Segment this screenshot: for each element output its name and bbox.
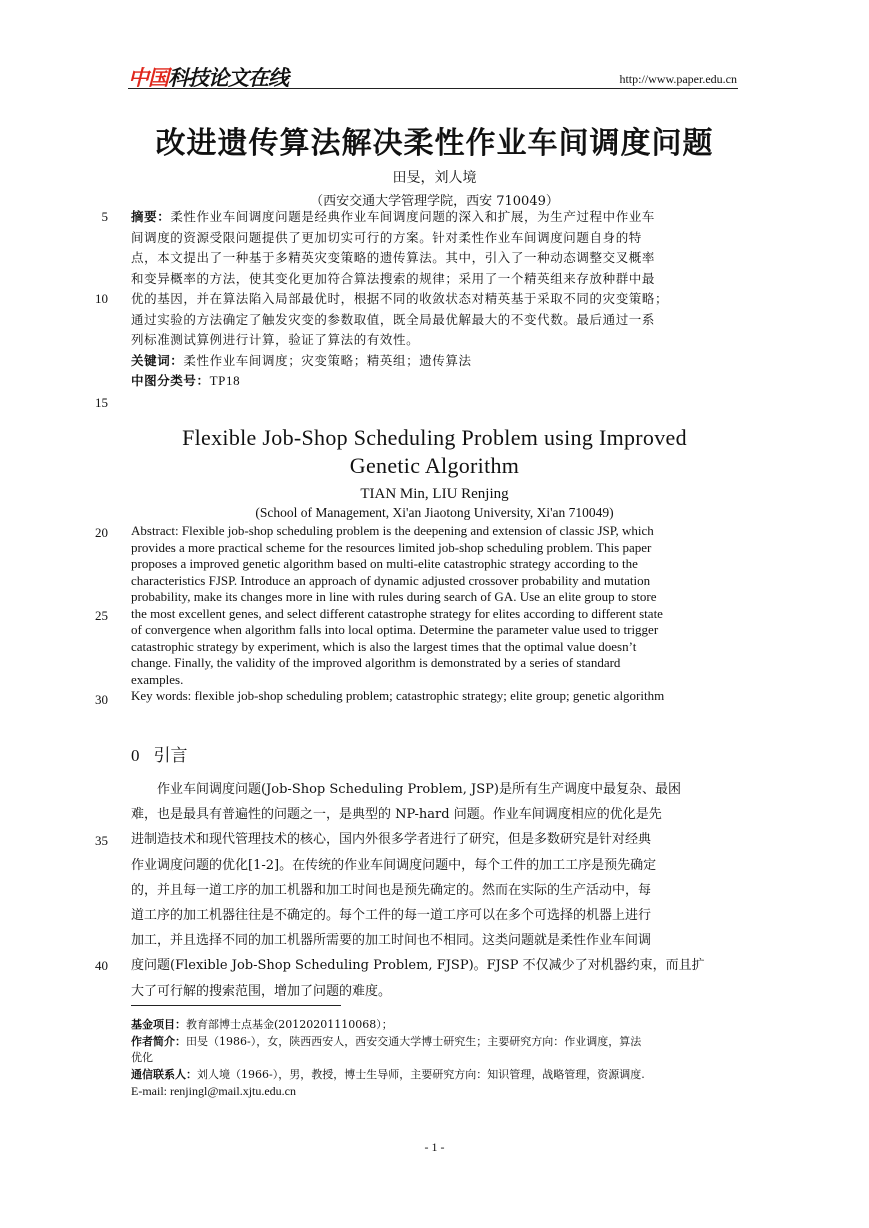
footnote-contact [131, 1067, 738, 1084]
footnote-fund [131, 1017, 738, 1034]
line-number: 30 [95, 692, 108, 707]
author-text: 田旻（1986-），女，陕西西安人，西安交通大学博士研究生；主要研究方向：作业调度，算法 [186, 1034, 642, 1048]
section-heading [131, 741, 188, 766]
authors-en: TIAN Min, LIU Renjing [360, 486, 509, 502]
affiliation-cn: （西安交通大学管理学院，西安 710049） [310, 194, 559, 209]
abstract-line: 优的基因，并在算法陷入局部最优时，根据不同的收敛状态对精英基于采取不同的灾变策略； [131, 291, 669, 306]
abstract-en-line: proposes a improved genetic algorithm based on multi-elite catastrophic strategy according to the [131, 556, 638, 571]
author-label: 作者简介： [131, 1034, 186, 1048]
line-number: 40 [95, 958, 108, 973]
abstract-en-line: catastrophic strategy by experiment, which is also the largest times that the optimal value doesn’t [131, 638, 637, 654]
body-line: 作业调度问题的优化[1-2]。在传统的作业车间调度问题中，每个工件的加工工序是预先确定 [131, 857, 657, 873]
footnotes [131, 1017, 738, 1100]
body-line: 难，也是最具有普遍性的问题之一，是典型的 NP-hard 问题。作业车间调度相应的优化是先 [131, 807, 662, 823]
abstract-line: 通过实验的方法确定了触发灾变的参数取值，既全局最优解最大的不变代数。最后通过一系 [131, 311, 656, 327]
keywords-en [131, 688, 738, 705]
line-number: 10 [95, 291, 108, 306]
keywords-cn [131, 351, 738, 372]
paper-title-en [0, 424, 869, 480]
abstract-en-line: provides a more practical scheme for the resources limited job-shop scheduling problem. This paper [131, 539, 652, 555]
authors-cn: 田旻，刘人境 [392, 170, 477, 186]
header-rule [128, 88, 738, 89]
paper-title-cn: 改进遗传算法解决柔性作业车间调度问题 [155, 126, 714, 161]
abstract-en-line: the most excellent genes, and select different catastrophe strategy for elites according to different state [131, 605, 663, 621]
line-number: 5 [101, 209, 108, 224]
body-line: 道工序的加工机器往往是不确定的。每个工件的每一道工序可以在多个可选择的机器上进行 [131, 908, 652, 924]
clc-code [131, 371, 738, 392]
abstract-line: 和变异概率的方法，使其变化更加符合算法搜索的规律；采用了一个精英组来存放种群中最 [131, 270, 656, 286]
body-line: 加工，并且选择不同的加工机器所需要的加工时间也不相同。这类问题就是柔性作业车间调 [131, 933, 652, 949]
abstract-en-text: Flexible job-shop scheduling problem is the deepening and extension of classic JSP, which [181, 523, 654, 538]
footnote-email[interactable]: E-mail: renjingl@mail.xjtu.edu.cn [131, 1084, 297, 1098]
abstract-label-en: Abstract: [131, 523, 179, 538]
intro-paragraph [131, 777, 738, 1004]
abstract-line: 列标准测试算例进行计算，验证了算法的有效性。 [131, 332, 420, 347]
keywords-text-en: flexible job-shop scheduling problem; catastrophic strategy; elite group; genetic algorithm [194, 688, 665, 703]
abstract-cn [131, 207, 738, 392]
body-line: 进制造技术和现代管理技术的核心，国内外很多学者进行了研究，但是多数研究是针对经典 [131, 832, 652, 848]
title-en-line: Flexible Job-Shop Scheduling Problem using Improved [182, 425, 687, 450]
title-en-line: Genetic Algorithm [349, 453, 520, 478]
body-line: 大了可行解的搜索范围，增加了问题的难度。 [131, 983, 392, 999]
abstract-en-line: probability, make its changes more in line with rules during search of GA. Use an elite group to store [131, 589, 657, 604]
line-number: 15 [95, 395, 108, 410]
keywords-label-cn: 关键词： [131, 352, 184, 368]
abstract-en-line: of convergence when algorithm falls into local optima. Determine the parameter value used to trigger [131, 622, 659, 637]
clc-value: TP18 [209, 373, 241, 388]
header-url[interactable]: http://www.paper.edu.cn [619, 72, 737, 86]
fund-text: 教育部博士点基金(20120201110068）； [186, 1018, 393, 1031]
abstract-line: 间调度的资源受限问题提供了更加切实可行的方案。针对柔性作业车间调度问题自身的特 [131, 229, 642, 245]
line-number: 35 [95, 833, 108, 848]
abstract-line: 点，本文提出了一种基于多精英灾变策略的遗传算法。其中，引入了一种动态调整交叉概率 [131, 250, 656, 265]
section-number: 0 [131, 746, 140, 765]
logo-part-red: 中国 [128, 66, 168, 90]
affiliation-en: (School of Management, Xi'an Jiaotong University, Xi'an 710049) [255, 505, 614, 520]
footnote-author-cont: 优化 [131, 1051, 153, 1064]
abstract-en-line: characteristics FJSP. Introduce an approach of dynamic adjusted crossover probability and mutation [131, 572, 651, 588]
abstract-en-line: change. Finally, the validity of the improved algorithm is demonstrated by a series of standard [131, 655, 621, 670]
abstract-line [131, 207, 738, 228]
body-line: 的，并且每一道工序的加工机器和加工时间也是预先确定的。然而在实际的生产活动中，每 [131, 882, 652, 898]
contact-text: 刘人境（1966-），男，教授，博士生导师，主要研究方向：知识管理，战略管理，资源调度. [197, 1067, 645, 1081]
footnote-rule [131, 1005, 341, 1006]
abstract-en-line [131, 523, 738, 540]
body-line: 度问题(Flexible Job-Shop Scheduling Problem, FJSP)。FJSP 不仅减少了对机器约束，而且扩 [131, 958, 705, 974]
contact-label: 通信联系人： [131, 1067, 197, 1081]
abstract-label-cn: 摘要： [131, 209, 171, 224]
fund-label: 基金项目： [131, 1018, 186, 1031]
abstract-en-line: examples. [131, 671, 184, 687]
abstract-text: 柔性作业车间调度问题是经典作业车间调度问题的深入和扩展，为生产过程中作业车 [170, 209, 656, 224]
keywords-label-en: Key words: [131, 688, 192, 703]
line-number: 20 [95, 525, 108, 540]
keywords-text-cn: 柔性作业车间调度；灾变策略；精英组；遗传算法 [183, 352, 472, 368]
logo-part-black: 科技论文在线 [168, 66, 288, 90]
footnote-author [131, 1034, 738, 1051]
clc-label: 中图分类号： [131, 373, 210, 388]
line-number: 25 [95, 608, 108, 623]
body-line: 作业车间调度问题(Job-Shop Scheduling Problem, JSP)是所有生产调度中最复杂、最困 [157, 782, 681, 797]
abstract-en [131, 523, 738, 705]
section-title: 引言 [153, 746, 188, 766]
page-number: - 1 - [424, 1140, 445, 1154]
